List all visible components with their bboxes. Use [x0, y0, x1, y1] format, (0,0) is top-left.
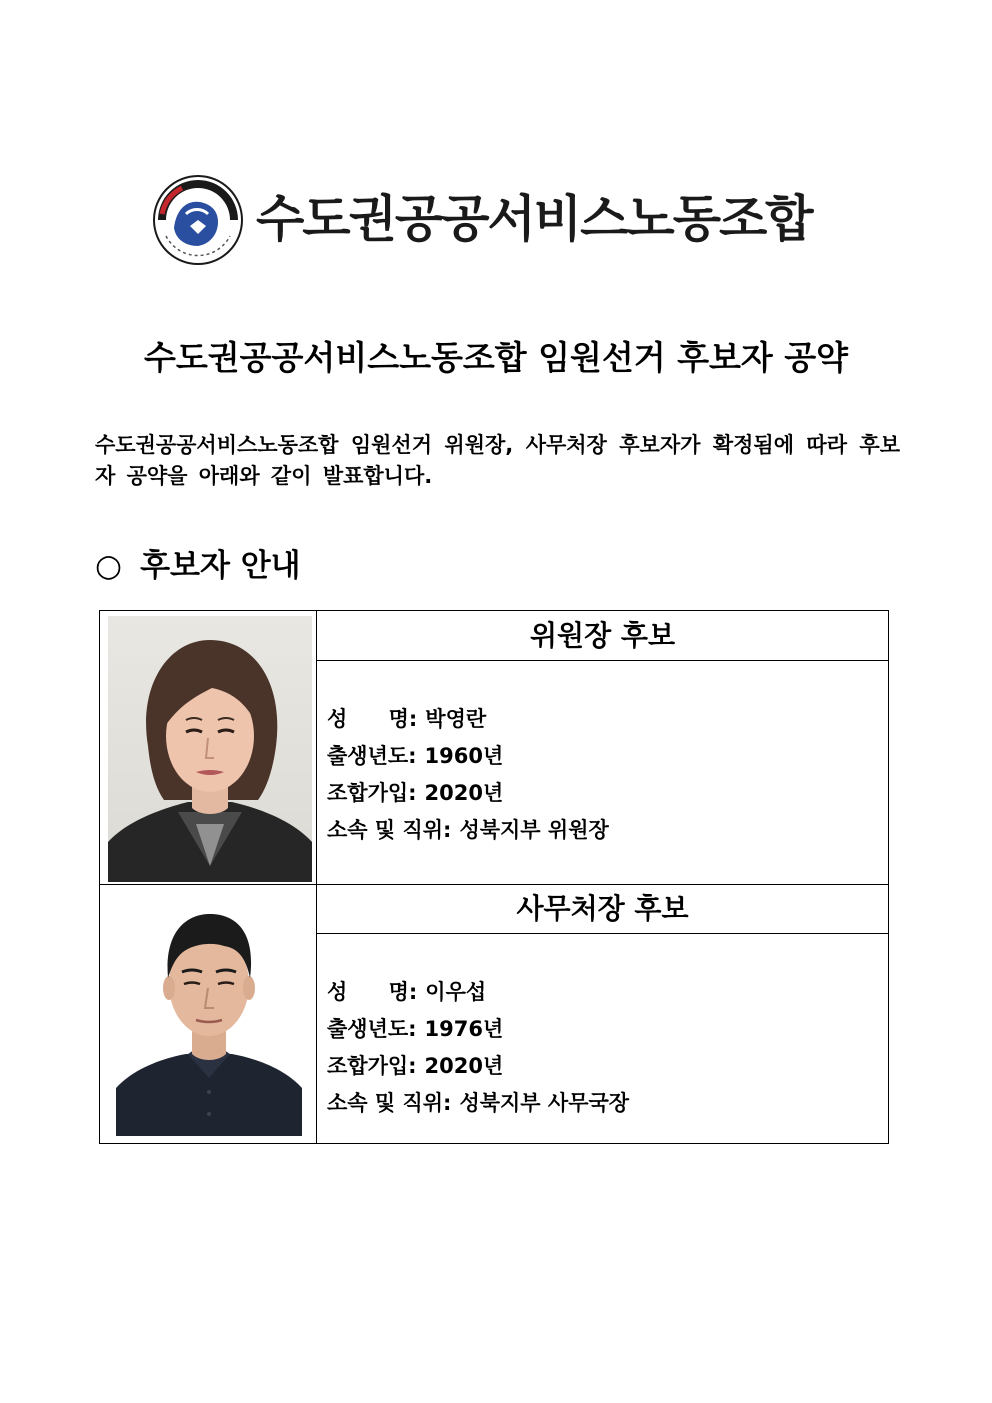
logo-text: 수도권공공서비스노동조합 [256, 190, 812, 248]
field-label: 조합가입: [327, 781, 417, 805]
field-value: 2020년 [424, 1054, 504, 1078]
field-value: 2020년 [424, 781, 504, 805]
field-name [327, 701, 888, 738]
info-cell [317, 884, 888, 1143]
candidates-table [99, 610, 889, 1144]
field-affiliation [327, 812, 888, 849]
page-title: 수도권공공서비스노동조합 임원선거 후보자 공약 [144, 338, 848, 377]
field-value: 이우섭 [425, 980, 487, 1004]
photo-cell [100, 611, 317, 884]
section-heading [95, 540, 301, 585]
section-heading-label: 후보자 안내 [140, 548, 301, 584]
field-label: 출생년도: [327, 1017, 417, 1041]
circle-bullet-icon: ○ [95, 548, 123, 584]
field-name [327, 974, 888, 1011]
candidate-fields [317, 661, 888, 849]
photo-cell [100, 884, 317, 1143]
field-affiliation [327, 1085, 888, 1122]
candidate-photo-chair [108, 616, 312, 882]
field-value: 박영란 [425, 707, 487, 731]
field-birth-year [327, 1011, 888, 1048]
candidate-photo-secretary [116, 892, 302, 1136]
field-label: 조합가입: [327, 1054, 417, 1078]
field-value: 성북지부 사무국장 [459, 1091, 630, 1115]
union-emblem-icon [152, 174, 244, 266]
field-label: 성 명: [327, 707, 418, 731]
field-label: 소속 및 직위: [327, 1091, 452, 1115]
field-birth-year [327, 738, 888, 775]
field-join-year [327, 1048, 888, 1085]
candidate-fields [317, 934, 888, 1122]
field-value: 성북지부 위원장 [459, 818, 609, 842]
field-value: 1976년 [424, 1017, 504, 1041]
field-join-year [327, 775, 888, 812]
field-label: 소속 및 직위: [327, 818, 452, 842]
role-title: 위원장 후보 [317, 611, 888, 661]
field-label: 출생년도: [327, 744, 417, 768]
role-title: 사무처장 후보 [317, 884, 888, 934]
candidate-row-chair [100, 611, 888, 885]
union-logo [152, 174, 842, 264]
field-label: 성 명: [327, 980, 418, 1004]
intro-paragraph: 수도권공공서비스노동조합 임원선거 위원장, 사무처장 후보자가 확정됨에 따라 후보자 공약을 아래와 같이 발표합니다. [95, 433, 900, 488]
info-cell [317, 611, 888, 884]
field-value: 1960년 [424, 744, 504, 768]
candidate-row-secretary [100, 884, 888, 1143]
